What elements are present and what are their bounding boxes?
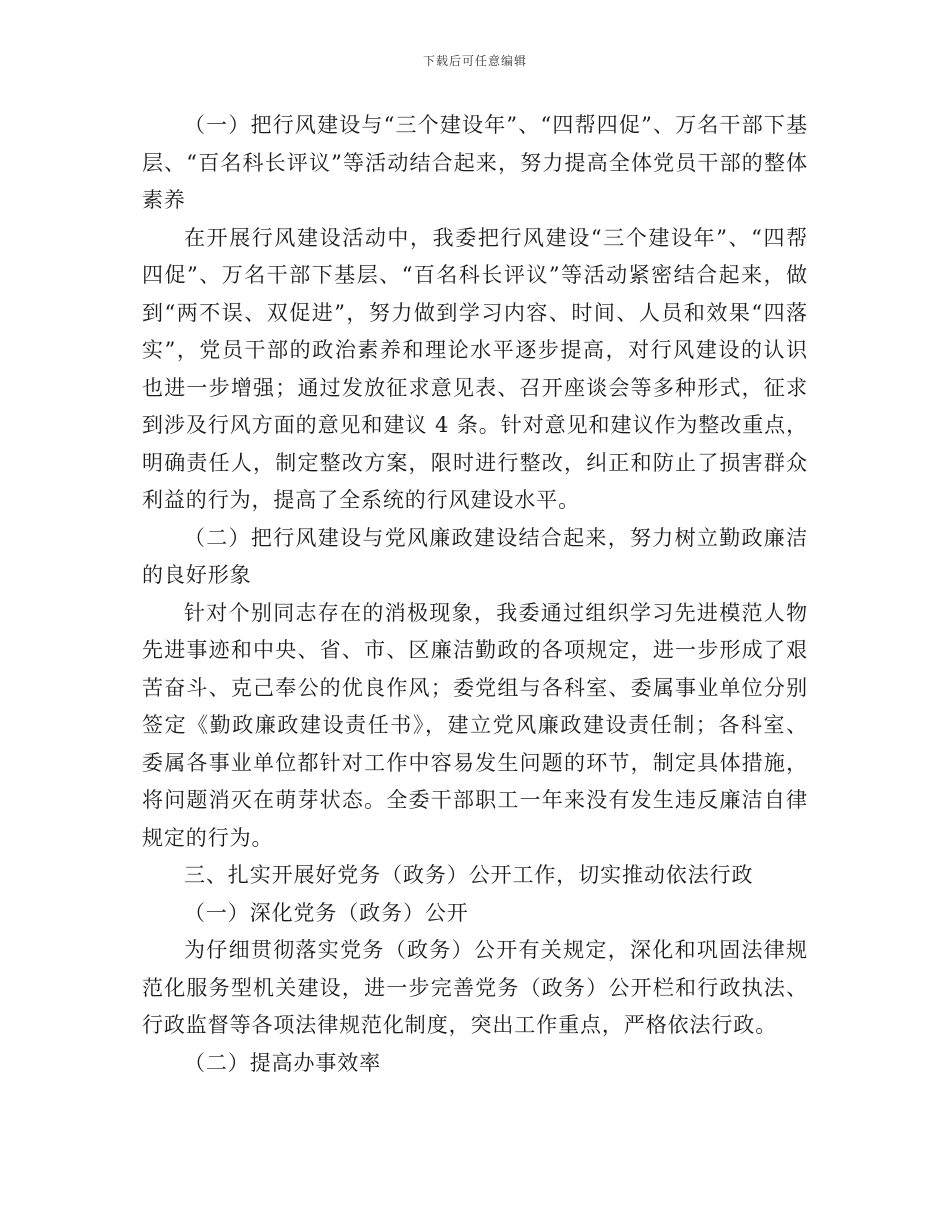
body-paragraph-3: 为仔细贯彻落实党务（政务）公开有关规定，深化和巩固法律规范化服务型机关建设，进一步完善党务（政务）公开栏和行政执法、行政监督等各项法律规范化制度，突出工作重点，严格依法行政。 [142,938,808,1037]
section-heading-3: （一）深化党务（政务）公开 [184,900,469,925]
section-heading-4: （二）提高办事效率 [184,1050,382,1075]
document-body [142,107,808,1082]
section-heading-2: （二）把行风建设与党风廉政建设结合起来，努力树立勤政廉洁的良好形象 [142,525,808,587]
section-heading-1: （一）把行风建设与“三个建设年”、“四帮四促”、万名干部下基层、“百名科长评议”等活动结合起来，努力提高全体党员干部的整体素养 [142,113,808,212]
page-header-note: 下载后可任意编辑 [422,54,527,68]
body-paragraph-1: 在开展行风建设活动中，我委把行风建设“三个建设年”、“四帮四促”、万名干部下基层、“百名科长评议”等活动紧密结合起来，做到“两不误、双促进”，努力做到学习内容、时间、人员和效果“四落实”，党员干部的政治素养和理论水平逐步提高，对行风建设的认识也进一步增强；通过发放征求意见表、召开座谈会等多种形式，征求到涉及行风方面的意见和建议 4 条。针对意见和建议作为整改重点，明确责任人，制定整改方案，限时进行整改，纠正和防止了损害群众利益的行为，提高了全系统的行风建设水平。 [142,225,808,512]
chapter-heading-3: 三、扎实开展好党务（政务）公开工作，切实推动依法行政 [184,863,754,887]
body-paragraph-2: 针对个别同志存在的消极现象，我委通过组织学习先进模范人物先进事迹和中央、省、市、区廉洁勤政的各项规定，进一步形成了艰苦奋斗、克己奉公的优良作风；委党组与各科室、委属事业单位分别签定《勤政廉政建设责任书》，建立党风廉政建设责任制；各科室、委属各事业单位都针对工作中容易发生问题的环节，制定具体措施，将问题消灭在萌芽状态。全委干部职工一年来没有发生违反廉洁自律规定的行为。 [142,600,808,850]
